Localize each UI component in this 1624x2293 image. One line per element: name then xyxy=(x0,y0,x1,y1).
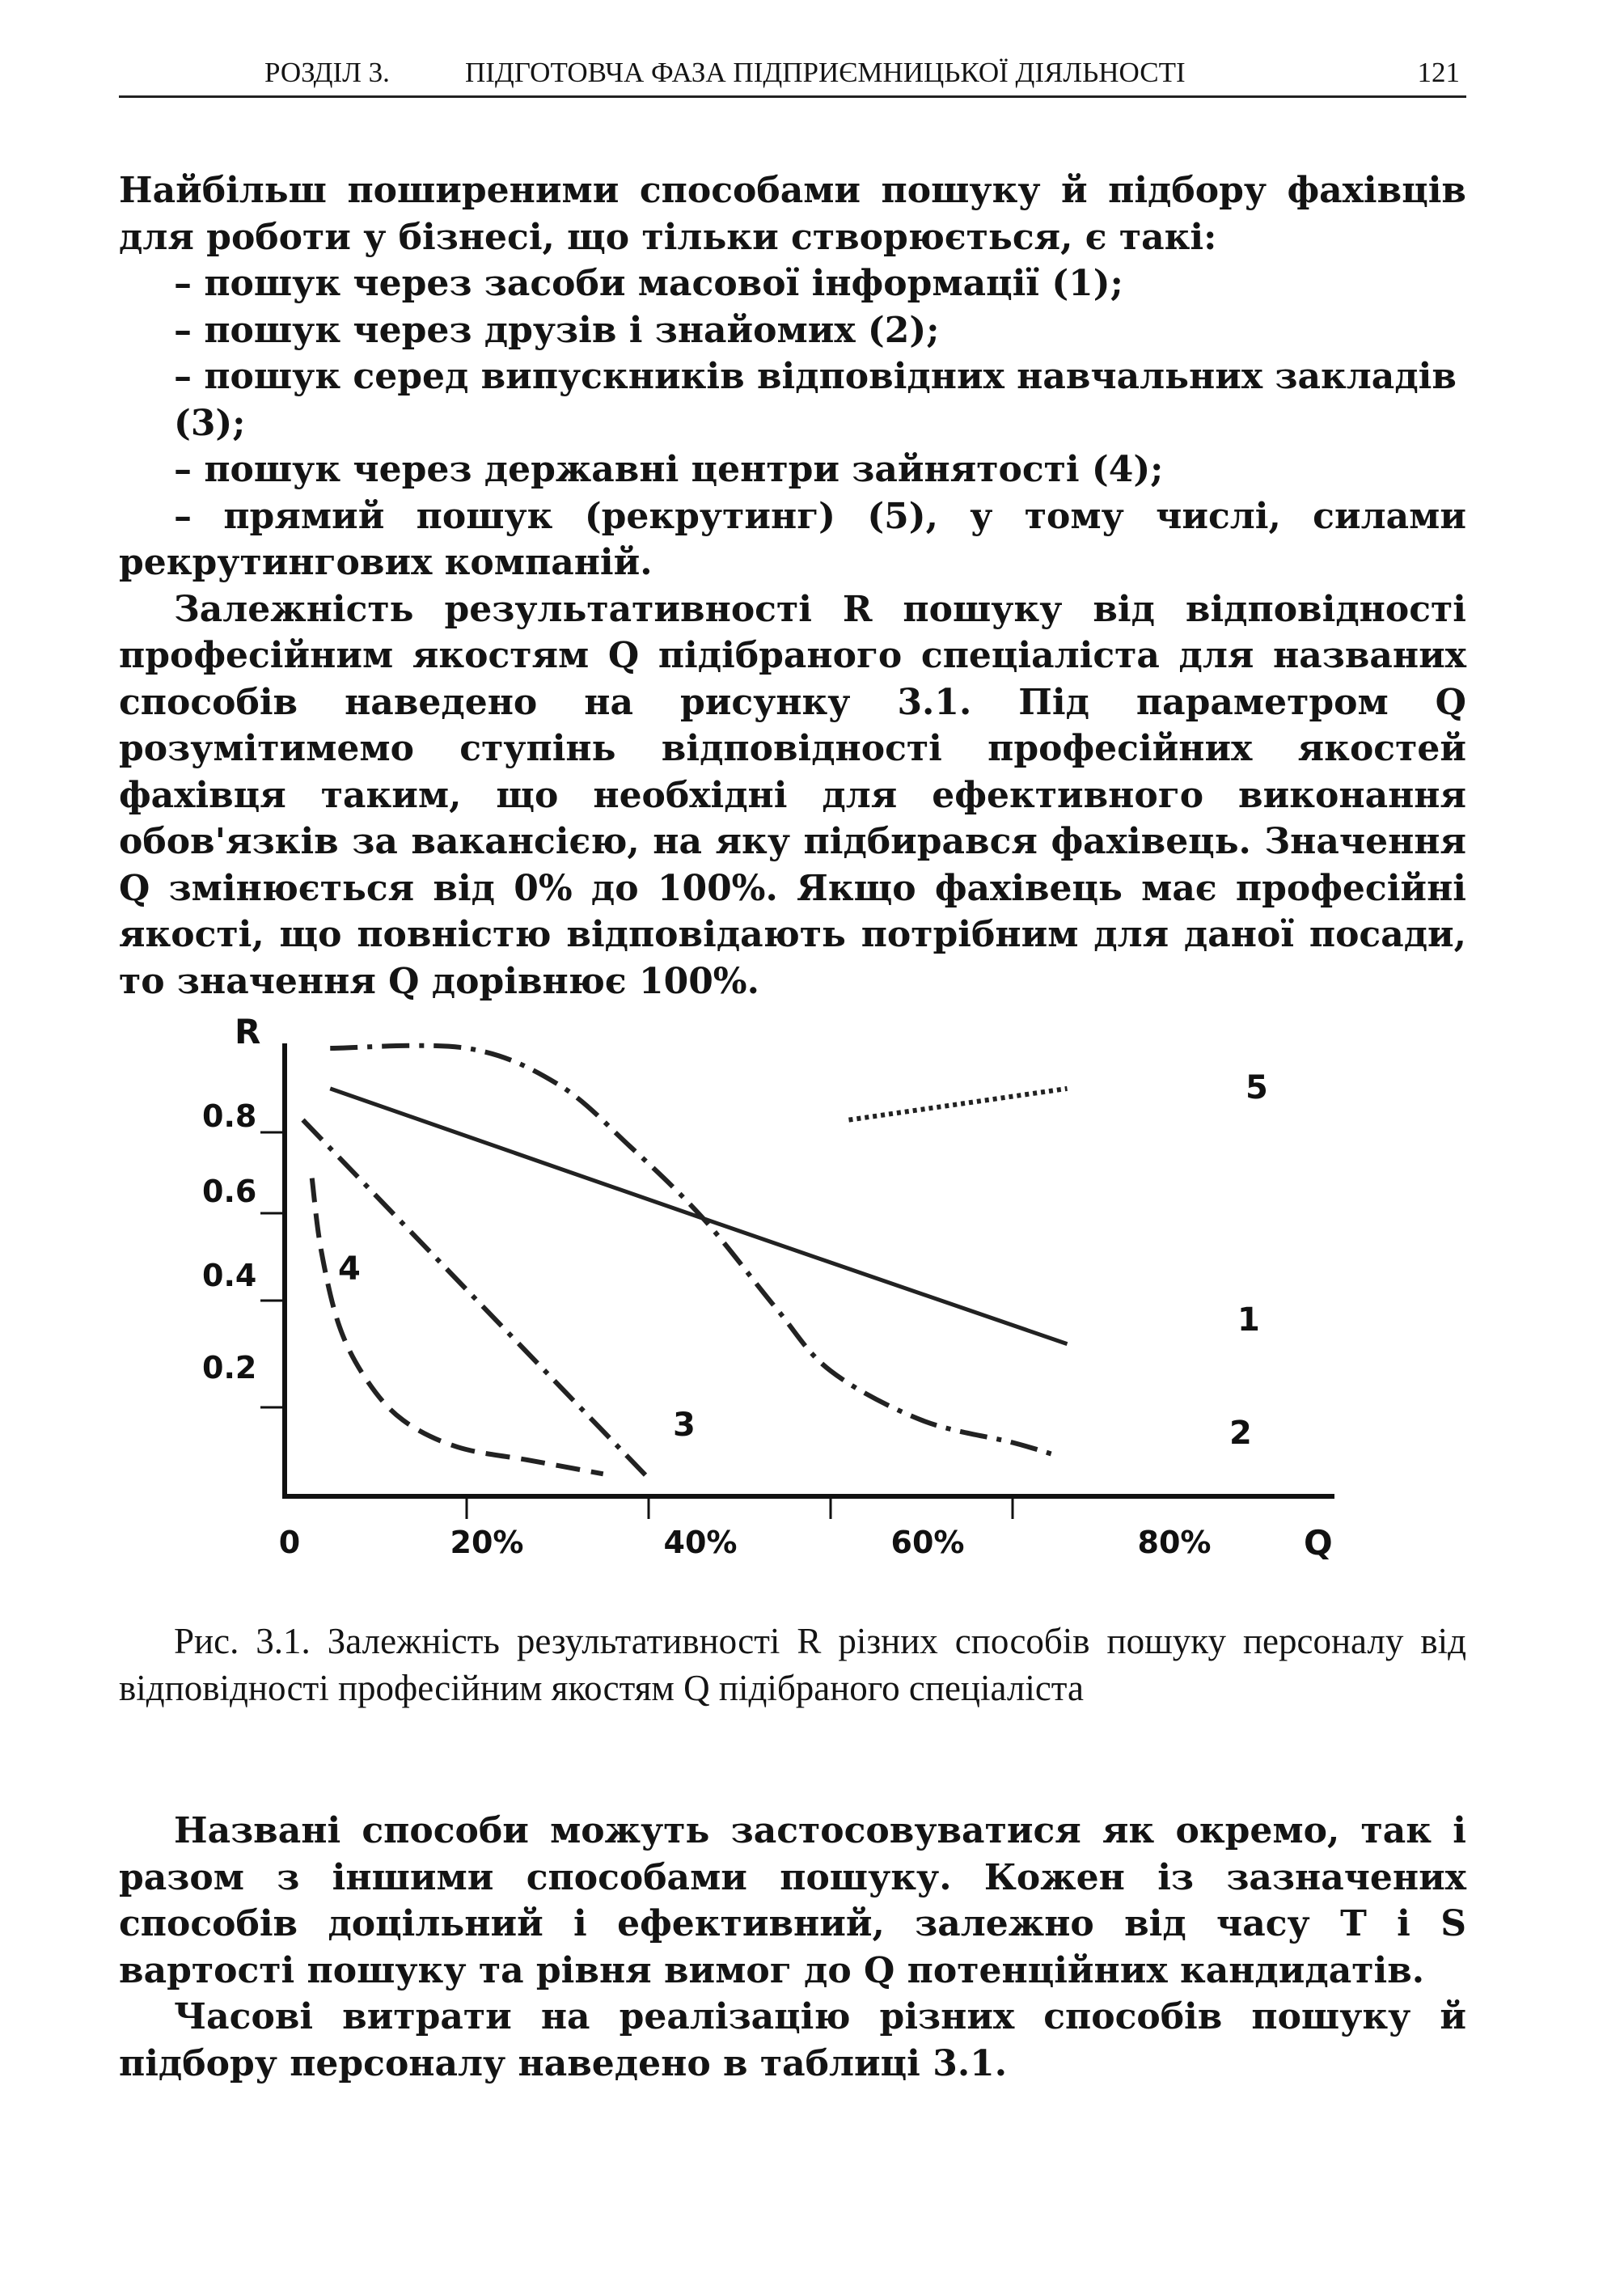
curve-label-4: 4 xyxy=(338,1250,361,1288)
chapter-title: ПІДГОТОВЧА ФАЗА ПІДПРИЄМНИЦЬКОЇ ДІЯЛЬНОСТІ xyxy=(465,57,1186,88)
curve-label-5: 5 xyxy=(1245,1069,1268,1106)
curve-label-1: 1 xyxy=(1237,1301,1260,1339)
y-tick-label: 0.4 xyxy=(202,1258,257,1293)
list-item: – пошук через державні центри зайнятості (4); xyxy=(174,449,1164,490)
curve-label-2: 2 xyxy=(1229,1415,1252,1452)
x-tick-label: 20% xyxy=(450,1525,524,1560)
chapter-label: РОЗДІЛ 3. xyxy=(264,57,390,88)
outro-paragraph-1: Названі способи можуть застосовуватися як окремо, так і разом з іншими способами пошуку. Кожен із зазначених способів доцільний і ефективний, залежно від часу T і S вартості пошуку та рівня вимог до Q потенційних кандидатів. xyxy=(119,1810,1466,1991)
y-tick-label: 0.8 xyxy=(202,1098,257,1134)
page-number: 121 xyxy=(1417,57,1460,88)
chart-labels xyxy=(235,1012,1333,1563)
series-line-5 xyxy=(849,1089,1068,1120)
x-axis-label: Q xyxy=(1304,1523,1333,1563)
y-axis-label: R xyxy=(235,1012,261,1051)
x-tick-label: 80% xyxy=(1137,1525,1212,1560)
outro-block xyxy=(119,1808,1466,2087)
list-item: – пошук серед випускників відповідних навчальних закладів (3); xyxy=(174,356,1457,444)
list-item: – прямий пошук (рекрутинг) (5), у тому числі, силами рекрутингових компаній. xyxy=(119,495,1466,583)
chart-axes xyxy=(282,1043,1334,1496)
x-tick-label: 40% xyxy=(663,1525,738,1560)
list-item: – пошук через засоби масової інформації (1); xyxy=(174,263,1123,304)
y-tick-label: 0.6 xyxy=(202,1174,257,1209)
caption-text: Рис. 3.1. Залежність результативності R різних способів пошуку персоналу від відповідності професійним якостям Q підібраного спеціаліста xyxy=(119,1621,1466,1708)
x-tick-label: 60% xyxy=(890,1525,965,1560)
y-tick-label: 0.2 xyxy=(202,1350,257,1386)
figure-caption xyxy=(119,1618,1466,1711)
series-line-4 xyxy=(312,1178,603,1474)
x-tick-label: 0 xyxy=(278,1525,301,1560)
intro-paragraph: Залежність результативності R пошуку від відповідності професійним якостям Q підібраного спеціаліста для названих способів наведено на рисунку 3.1. Під параметром Q розумітимемо ступінь відповідності професійних якостей фахівця таким, що необхідні для ефективного виконання обов'язків за вакансією, на яку підбирався фахівець. Значення Q змінюється від 0% до 100%. Якщо фахівець має професійні якості, що повністю відповідають потрібним для даної посади, то значення Q дорівнює 100%. xyxy=(119,588,1466,1002)
series-line-3 xyxy=(303,1120,649,1479)
intro-lead: Найбільш поширеними способами пошуку й підбору фахівців для роботи у бізнесі, що тільки створюється, є такі: xyxy=(119,170,1466,258)
chart-ticks xyxy=(202,1098,1211,1560)
list-item: – пошук через друзів і знайомих (2); xyxy=(174,309,940,351)
curve-label-3: 3 xyxy=(673,1407,696,1444)
outro-paragraph-2: Часові витрати на реалізацію різних способів пошуку й підбору персоналу наведено в таблиці 3.1. xyxy=(119,1996,1466,2084)
